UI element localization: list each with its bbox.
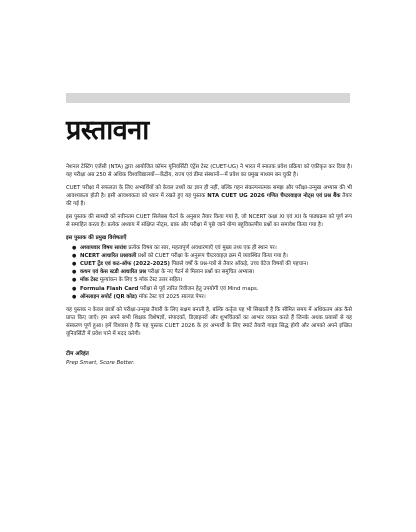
feature-title: मॉक टेस्ट: [80, 277, 99, 284]
header-divider-bar: [66, 93, 350, 103]
feature-title: Formula Flash Card: [80, 285, 139, 292]
feature-item: [66, 285, 352, 293]
feature-text: प्रत्येक विषय का सार, महत्वपूर्ण अवधारणाएँ एवं मुख्य तथ्य एक ही स्थान पर।: [126, 244, 277, 251]
content-paragraph: इस पुस्तक की सामग्री को नवीनतम CUET सिलेबस पैटर्न के अनुसार तैयार किया गया है, जो NCERT कक्षा XI एवं XII के पाठ्यक्रम को पूर्ण रूप से समाहित करता है। प्रत्येक अध्याय में संक्षिप्त नोट्स, ग्राफ़ और परीक्षा में पूछे जाने योग्य बहुविकल्पीय प्रश्नों का समावेश किया गया है।: [66, 214, 352, 229]
bullet-icon: ●: [72, 252, 77, 259]
bullet-icon: ●: [72, 293, 77, 300]
page-title: प्रस्तावना: [66, 115, 149, 146]
features-heading: इस पुस्तक की प्रमुख विशेषताएँ: [66, 234, 127, 241]
feature-title: अध्यायवार विषय सारांश: [80, 244, 127, 251]
signature-tagline: Prep Smart, Score Better.: [66, 360, 135, 367]
feature-item: [66, 268, 352, 276]
feature-title: CUET ट्रेंड एवं कट-ऑफ (2022-2025): [80, 261, 170, 268]
feature-item: [66, 260, 352, 268]
purpose-text-start: CUET परीक्षा में सफलता के लिए अभ्यर्थियों को केवल तथ्यों का ज्ञान ही नहीं, बल्कि गहन संकल्पनात्मक समझ और परीक्षा-उन्मुख अभ्यास की भी आवश्यकता होती है। इसी आवश्यकता को ध्यान में रखते हुए यह पुस्तक: [66, 184, 352, 200]
feature-title: कथन एवं केस स्टडी आधारित प्रश्न: [80, 269, 147, 276]
preface-body: [66, 163, 352, 368]
feature-item: [66, 276, 352, 284]
bullet-icon: ●: [72, 269, 77, 276]
intro-paragraph: नेशनल टेस्टिंग एजेंसी (NTA) द्वारा आयोजित कॉमन यूनिवर्सिटी एंट्रेंस टेस्ट (CUET-UG) ने भारत में स्नातक प्रवेश प्रक्रिया को एकीकृत कर दिया है। यह परीक्षा अब 250 से अधिक विश्वविद्यालयों—केंद्रीय, राज्य एवं डीम्ड संस्थानों—में प्रवेश का प्रमुख माध्यम बन चुकी है।: [66, 164, 352, 179]
feature-text: परीक्षा के नए पैटर्न से मिलान प्रश्नों का समुचित अभ्यास।: [146, 269, 255, 276]
bullet-icon: ●: [72, 244, 77, 251]
bullet-icon: ●: [72, 277, 77, 284]
purpose-paragraph: [66, 184, 352, 209]
feature-text: परीक्षा से पूर्व त्वरित रिवीजन हेतु उपयोगी एवं Mind maps.: [138, 285, 259, 292]
feature-text: प्रश्नों को CUET परीक्षा के अनुरूप चैप्टरवाइज़ क्रम में व्यवस्थित किया गया है।: [136, 252, 288, 259]
signature-name: टीम अरिहंत: [66, 351, 89, 358]
bullet-icon: ●: [72, 261, 77, 268]
closing-paragraph: यह पुस्तक न केवल छात्रों को परीक्षा-उन्मुख तैयारी के लिए सक्षम बनाती है, बल्कि कर्तृत्व यह भी सिखाती है कि सीमित समय में अधिकतम अंक कैसे प्राप्त किए जाएँ। हम अपने सभी शिक्षक विशेषज्ञों, संपादकों, डिज़ाइनरों और शुभचिंतकों का आभार व्यक्त करते हैं जिनके अथक प्रयासों से यह संस्करण पूर्ण हुआ। हमें विश्वास है कि यह पुस्तक CUET 2026 के हर अभ्यर्थी के लिए स्मार्ट तैयारी गाइड सिद्ध होगी और आपको अपने इच्छित यूनिवर्सिटी में प्रवेश पाने में मदद करेगी।: [66, 306, 352, 338]
feature-text: मॉक टेस्ट एवं 2025 साल्व्ड पेपर।: [137, 293, 206, 300]
feature-text: पिछले वर्षों के प्रश्न-पत्रों से तैयार आँकड़े, उच्च वेटेज विषयों की पहचान।: [169, 261, 309, 268]
signature-block: [66, 350, 352, 368]
feature-item: [66, 244, 352, 252]
feature-title: ऑनलाइन सपोर्ट (QR कोड): [80, 293, 138, 300]
feature-item: [66, 252, 352, 260]
bullet-icon: ●: [72, 285, 77, 292]
feature-text: मूल्यांकन के लिए 5 मॉक टेस्ट उत्तर सहित।: [98, 277, 183, 284]
book-name-highlight: NTA CUET UG 2026 गणित चैप्टरवाइज नोट्स एवं प्रश्न बैंक: [207, 193, 341, 200]
features-list: [66, 244, 352, 301]
purpose-text-end: तैयार की गई है।: [66, 193, 352, 208]
feature-item: [66, 293, 352, 301]
feature-title: NCERT आधारित प्रश्नावली: [80, 252, 137, 259]
